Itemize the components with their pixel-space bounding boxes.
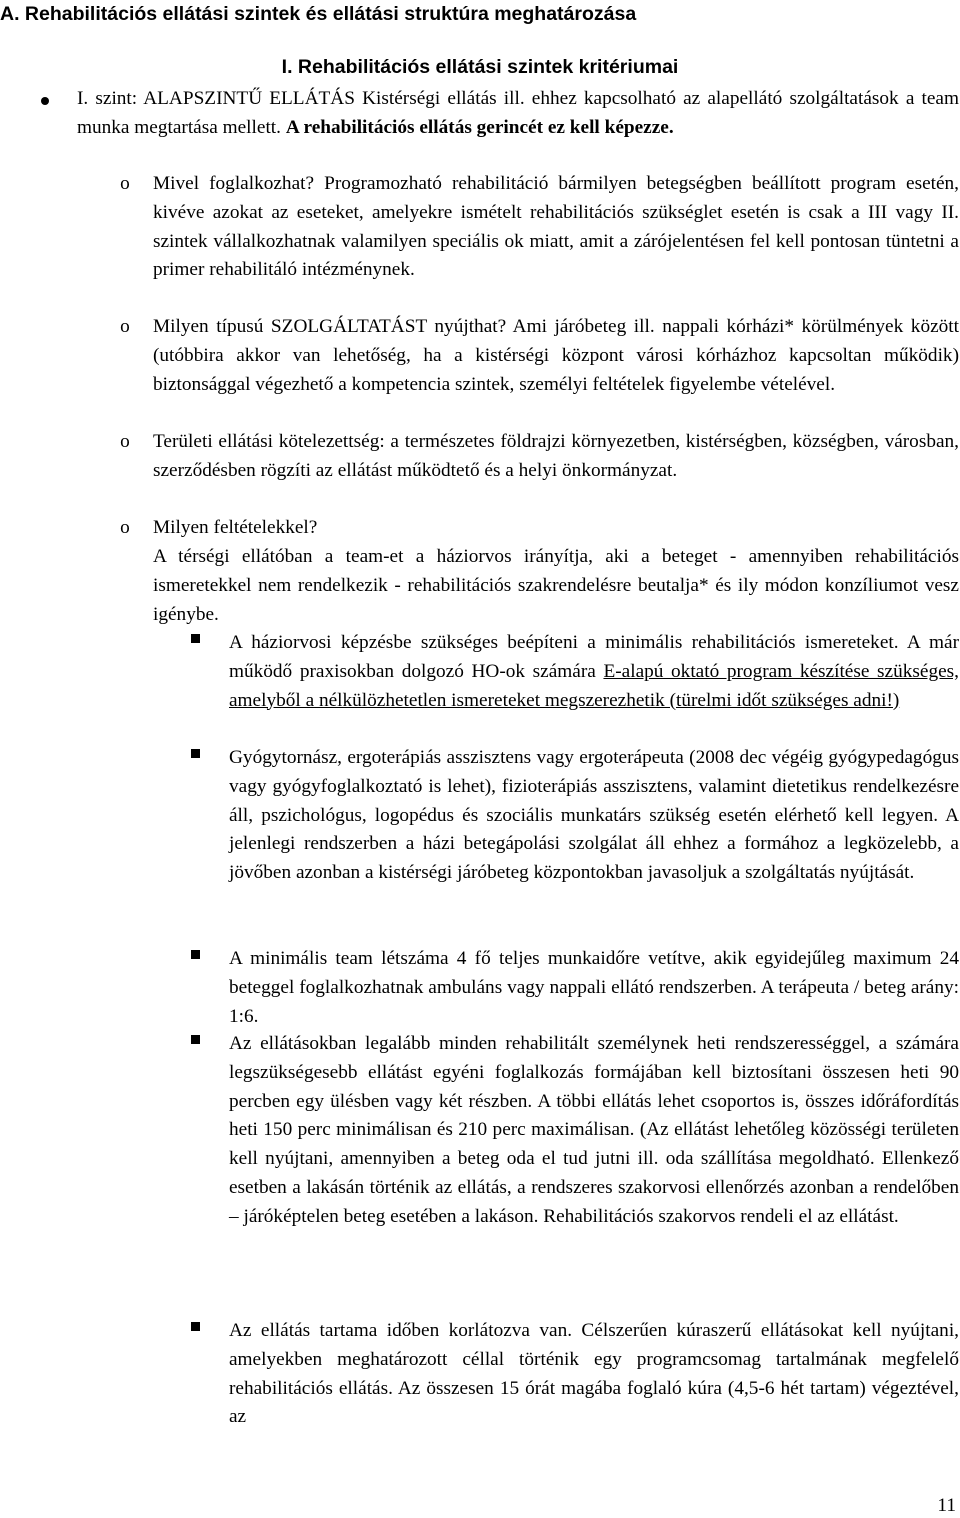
subsection-heading: I. Rehabilitációs ellátási szintek kritériumai: [281, 56, 679, 78]
sub-bullet-circle-icon: o: [120, 316, 130, 337]
gp-training-underlined: E-alapú oktató program készítése szükséges, amelyből a nélkülözhetetlen ismereteket megszerezhetik (türelmi időt szükséges adni!): [229, 660, 959, 711]
gp-training-item: [229, 629, 959, 715]
care-delivery-item: Az ellátásokban legalább minden rehabilitált személynek heti rendszerességgel, a számára legszükségesebb ellátást egyéni foglalkozás formájában kell biztosítani összesen heti 90 percben egy ülésben vagy két részben. A többi ellátás lehet csoportos is, összes időráfordítás heti 150 perc minimálisan és 210 perc maximálisan. (Az ellátást lehetőleg közösségi területen kell nyújtani, amennyiben a beteg oda el tud jutni ill. oda szállítása megoldható. Ellenkező esetben a lakásán történik az ellátás, a rendszeres szakorvosi ellenőrzés azonban a rendelőben – járóképtelen beteg esetében a lakáson. Rehabilitációs szakorvos rendeli el az ellátást.: [229, 1033, 959, 1227]
level-one-paragraph: [77, 85, 959, 143]
team-members-item: Gyógytornász, ergoterápiás asszisztens vagy ergoterápeuta (2008 dec végéig gyógypedagógus vagy gyógyfoglalkoztató is lehet), fizioterápiás asszisztens, valamint dietetikus rendelkezésre áll, pszichológus, logopédus és szociális munkatárs szükség esetén elérhető kell legyen. A jelenlegi rendszerben a házi betegápolási szolgálat áll ehhez a formához a legközelebb, a jövőben azonban a kistérségi járóbeteg központokban javasoljuk a szolgáltatás nyújtását.: [229, 747, 959, 884]
team-size-item: A minimális team létszáma 4 fő teljes munkaidőre vetítve, akik egyidejűleg maximum 24 beteggel foglalkozhatnak ambuláns vagy nappali ellátó rendszerben. A terápeuta / beteg arány: 1:6.: [229, 948, 959, 1027]
square-bullet-icon: [191, 634, 200, 643]
question-what-paragraph: [153, 170, 959, 285]
territorial-obligation-paragraph: Területi ellátási kötelezettség: a természetes földrajzi környezetben, kistérségben, községben, városban, szerződésben rögzíti az ellátást működtető és a helyi önkormányzat.: [153, 431, 959, 481]
square-bullet-icon: [191, 950, 200, 959]
square-bullet-icon: [191, 1322, 200, 1331]
sub-bullet-circle-icon: o: [120, 517, 130, 538]
question-what: Mivel foglalkozhat?: [153, 173, 315, 194]
sub-bullet-circle-icon: o: [120, 173, 130, 194]
bullet-dot-icon: [41, 97, 49, 105]
square-bullet-icon: [191, 749, 200, 758]
answer-what: Programozható rehabilitáció bármilyen betegségben beállított program esetén, kivéve azokat az eseteket, amelyekre ismételt rehabilitációs szükséglet esetén is csak a III vagy II. szintek vállalkozhatnak valamilyen speciális ok miatt, amit a zárójelentésen fel kell pontosan tüntetni a primer rehabilitáló intézménynek.: [153, 173, 960, 281]
level-one-lead: I. szint: ALAPSZINTŰ ELLÁTÁS Kistérségi ellátás ill. ehhez kapcsolható az alapellátó szolgáltatások a team munka megtartása mellett.: [77, 88, 959, 138]
sub-bullet-circle-icon: o: [120, 431, 130, 452]
conditions-question: Milyen feltételekkel?: [153, 517, 318, 538]
service-type-paragraph: Milyen típusú SZOLGÁLTATÁST nyújthat? Ami járóbeteg ill. nappali kórházi* körülmények között (utóbbira akkor van lehetőség, ha a kistérségi központ városi kórházhoz kapcsoltan működik) biztonsággal végezhető a kompetencia szintek, személyi feltételek figyelembe vételével.: [153, 316, 959, 395]
page-number: 11: [937, 1495, 956, 1516]
square-bullet-icon: [191, 1035, 200, 1044]
section-heading: A. Rehabilitációs ellátási szintek és ellátási struktúra meghatározása: [0, 3, 637, 25]
care-duration-item: Az ellátás tartama időben korlátozva van. Célszerűen kúraszerű ellátásokat kell nyújtani, amelyekben meghatározott céllal történik egy programcsomag tartalmának megfelelő rehabilitációs ellátás. Az összesen 15 órát magába foglaló kúra (4,5-6 hét tartam) végeztével, az: [229, 1320, 959, 1428]
conditions-paragraph: A térségi ellátóban a team-et a háziorvos irányítja, aki a beteget - amennyiben rehabilitációs ismeretekkel nem rendelkezik - rehabilitációs szakrendelésre beutalja* és ily módon konzíliumot vesz igénybe.: [153, 546, 959, 625]
gp-training-text: A háziorvosi képzésbe szükséges beépíteni a minimális rehabilitációs ismereteket. A már működő praxisokban dolgozó HO-ok számára: [229, 632, 959, 682]
level-one-emphasis: A rehabilitációs ellátás gerincét ez kell képezze.: [285, 116, 674, 138]
